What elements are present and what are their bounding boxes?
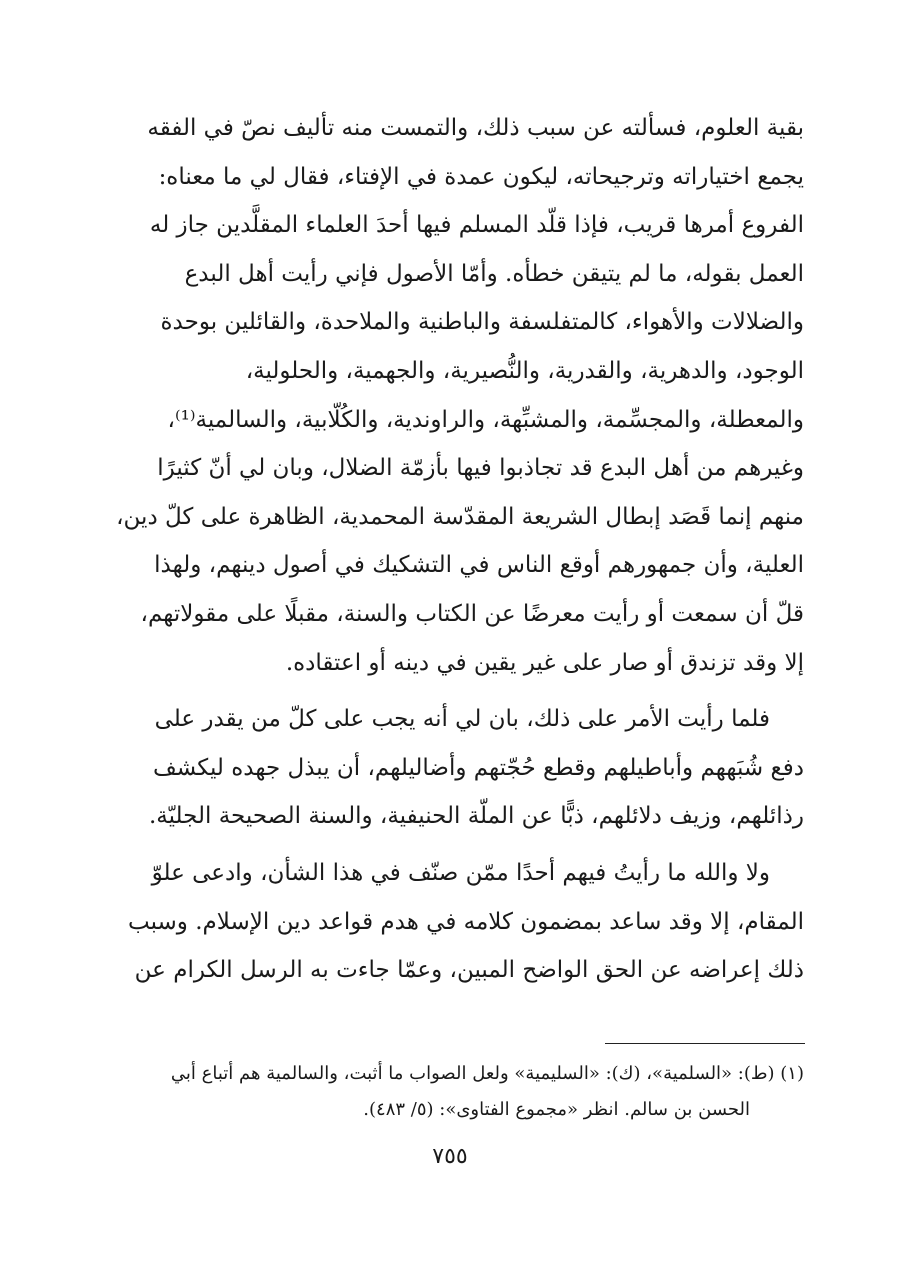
paragraph-3: [98, 849, 804, 995]
text-line: فلما رأيت الأمر على ذلك، بان لي أنه يجب على كلّ من يقدر على: [154, 706, 770, 733]
text-line: الفروع أمرها قريب، فإذا قلّد المسلم فيها أحدَ العلماء المقلَّدين جاز له: [149, 212, 804, 239]
text-line: إلا وقد تزندق أو صار على غير يقين في دينه أو اعتقاده.: [285, 649, 804, 676]
text-line: وغيرهم من أهل البدع قد تجاذبوا فيها بأزمّة الضلال، وبان لي أنّ كثيرًا: [157, 455, 804, 482]
main-text: [98, 104, 804, 995]
text-line: العلية، وأن جمهورهم أوقع الناس في التشكيك في أصول دينهم، ولهذا: [154, 552, 804, 579]
text-line: المقام، إلا وقد ساعد بمضمون كلامه في هدم قواعد دين الإسلام. وسبب: [128, 908, 804, 935]
text-line: قلّ أن سمعت أو رأيت معرضًا عن الكتاب والسنة، مقبلًا على مقولاتهم،: [140, 600, 804, 627]
footnotes: [98, 1056, 804, 1128]
footnote-line: الحسن بن سالم. انظر «مجموع الفتاوى»: (٥/ ٤٨٣).: [363, 1099, 750, 1120]
paragraph-1: [98, 104, 804, 687]
text-line: ذلك إعراضه عن الحق الواضح المبين، وعمّا جاءت به الرسل الكرام عن: [134, 957, 804, 984]
text-line: منهم إنما قَصَد إبطال الشريعة المقدّسة المحمدية، الظاهرة على كلّ دين،: [116, 503, 804, 530]
footnote-separator: [605, 1043, 805, 1044]
page-number: ٧٥٥: [432, 1144, 468, 1169]
text-line: يجمع اختياراته وترجيحاته، ليكون عمدة في الإفتاء، فقال لي ما معناه:: [158, 163, 804, 190]
text-line: بقية العلوم، فسألته عن سبب ذلك، والتمست منه تأليف نصّ في الفقه: [147, 115, 804, 141]
text-line: الوجود، والدهرية، والقدرية، والنُّصيرية، والجهمية، والحلولية،: [245, 357, 804, 384]
text-line: والضلالات والأهواء، كالمتفلسفة والباطنية والملاحدة، والقائلين بوحدة: [160, 309, 804, 336]
paragraph-2: [98, 695, 804, 841]
text-line: ولا والله ما رأيتُ فيهم أحدًا ممّن صنّف في هذا الشأن، وادعى علوّ: [151, 859, 770, 886]
text-line: دفع شُبَههم وأباطيلهم وقطع حُجّتهم وأضاليلهم، أن يبذل جهده ليكشف: [152, 754, 804, 781]
text-line: العمل بقوله، ما لم يتيقن خطأه. وأمّا الأصول فإني رأيت أهل البدع: [184, 260, 804, 287]
footnote-line: (١) (ط): «السلمية»، (ك): «السليمية» ولعل الصواب ما أثبت، والسالمية هم أتباع أبي: [170, 1063, 804, 1084]
text-line: رذائلهم، وزيف دلائلهم، ذبًّا عن الملّة الحنيفية، والسنة الصحيحة الجليّة.: [148, 803, 804, 830]
text-line: والمعطلة، والمجسِّمة، والمشبِّهة، والراوندية، والكُلّابية، والسالمية⁽¹⁾،: [167, 406, 804, 433]
